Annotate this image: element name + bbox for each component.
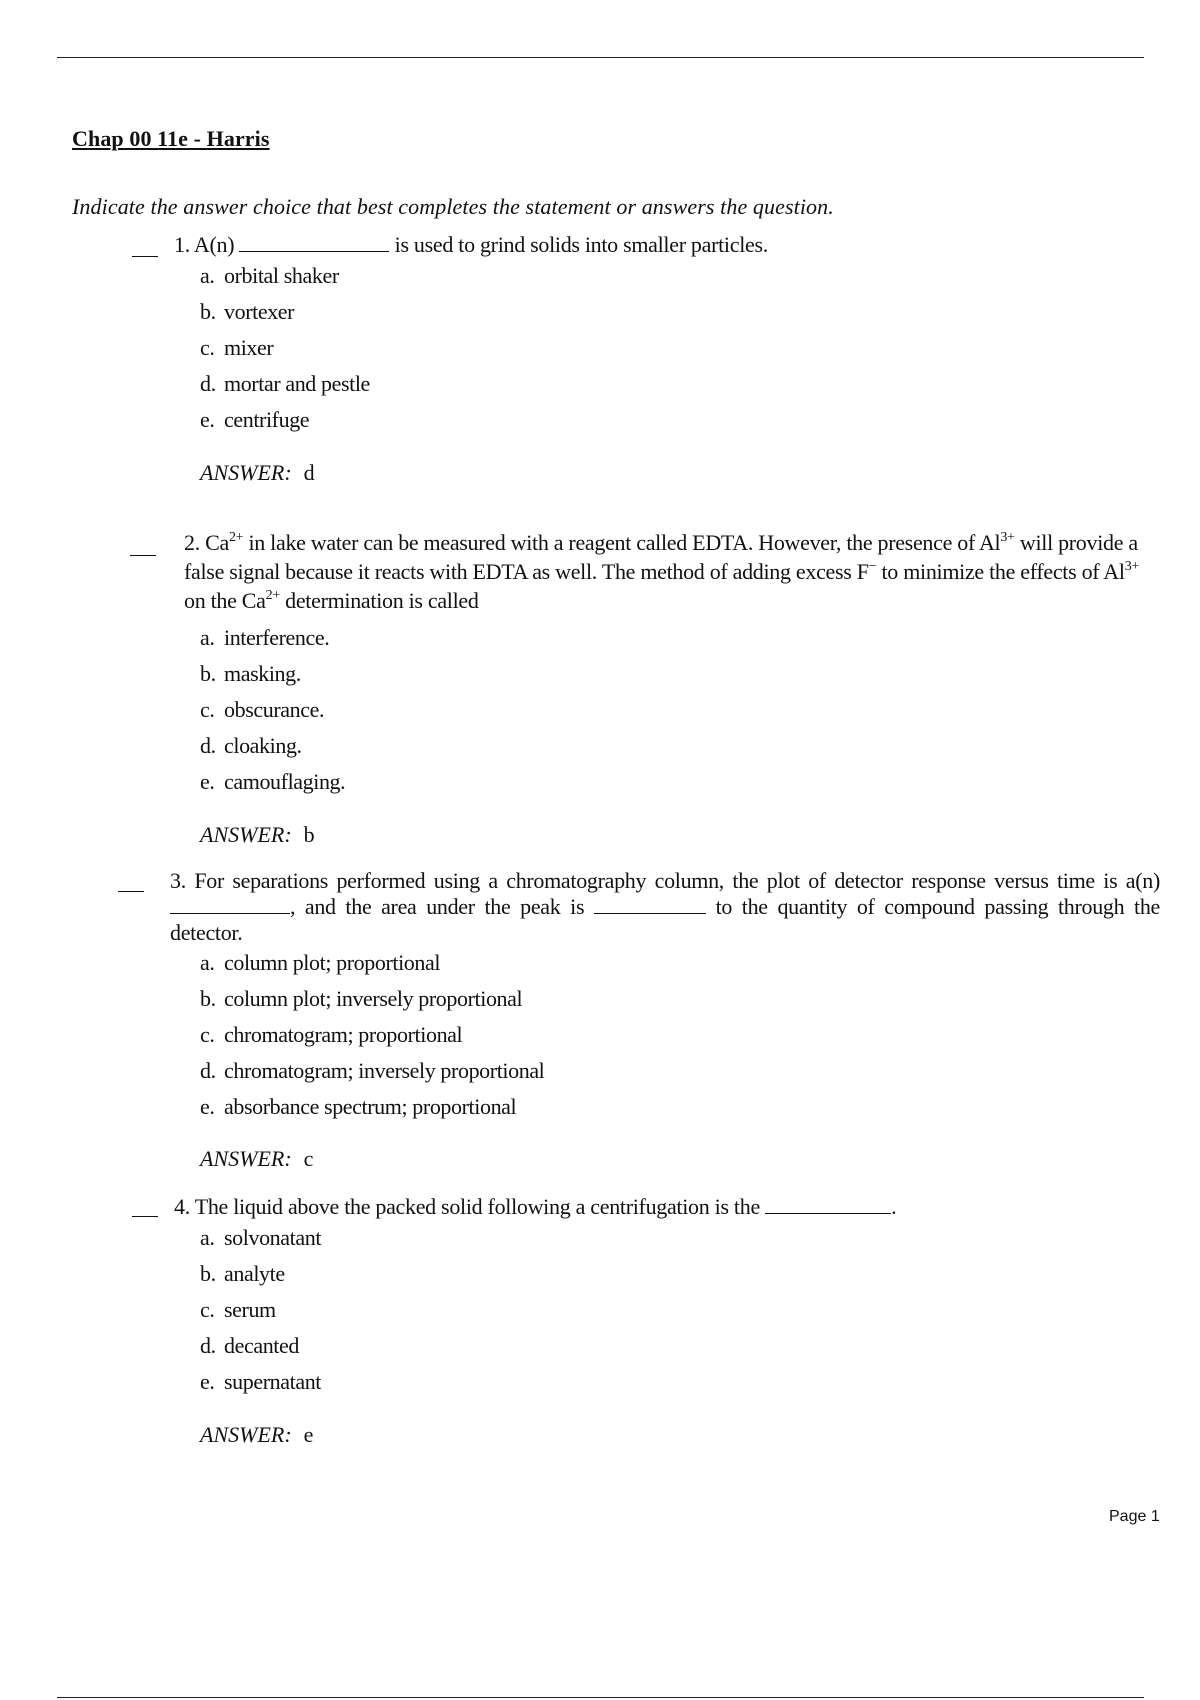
answer-blank[interactable]	[132, 256, 158, 257]
answer-value: e	[303, 1422, 314, 1447]
answer-value: c	[303, 1146, 314, 1171]
fill-blank	[239, 235, 389, 252]
page-number: Page 1	[1109, 1508, 1160, 1525]
option-c: c. chromatogram; proportional	[200, 1022, 463, 1047]
option-e: e. camouflaging.	[200, 769, 346, 794]
question-number: 4.	[174, 1194, 190, 1219]
top-rule	[57, 57, 1144, 58]
option-d: d. chromatogram; inversely proportional	[200, 1058, 545, 1083]
fill-blank	[765, 1197, 891, 1214]
question-number: 1.	[174, 232, 190, 257]
option-a: a. interference.	[200, 625, 330, 650]
option-e: e. absorbance spectrum; proportional	[200, 1094, 517, 1119]
option-c: c. serum	[200, 1297, 276, 1322]
option-a: a. column plot; proportional	[200, 950, 441, 975]
option-c: c. mixer	[200, 335, 274, 360]
option-e: e. supernatant	[200, 1369, 322, 1394]
answer-line: ANSWER: b	[200, 822, 315, 847]
option-c: c. obscurance.	[200, 697, 325, 722]
fill-blank-2	[594, 897, 706, 914]
option-a: a. orbital shaker	[200, 263, 339, 288]
answer-line: ANSWER: e	[200, 1422, 314, 1447]
answer-blank[interactable]	[130, 555, 156, 556]
answer-blank[interactable]	[132, 1216, 158, 1217]
document-title: Chap 00 11e - Harris	[72, 126, 270, 151]
option-d: d. decanted	[200, 1333, 299, 1358]
option-b: b. analyte	[200, 1261, 285, 1286]
question-stem: 2. $Ca^{2+}$ in lake water can be measured with a reagent called EDTA. However, the presence of $Al^{3+}$ will provide a false signal because it reacts with EDTA as well. The method of adding excess F− to minimize the effects of $Al^{3+}$ on the $Ca^{2+}$ determination is called	[184, 530, 1139, 613]
question-stem: 4. The liquid above the packed solid following a centrifugation is the .	[174, 1194, 897, 1219]
bottom-rule	[57, 1697, 1144, 1698]
option-b: b. vortexer	[200, 299, 295, 324]
answer-line: ANSWER: c	[200, 1146, 314, 1171]
option-d: d. mortar and pestle	[200, 371, 370, 396]
answer-line: ANSWER: d	[200, 460, 315, 485]
option-e: e. centrifuge	[200, 407, 310, 432]
instructions: Indicate the answer choice that best completes the statement or answers the question.	[72, 194, 834, 219]
answer-blank[interactable]	[118, 891, 144, 892]
option-d: d. cloaking.	[200, 733, 302, 758]
question-stem: 1. A(n) is used to grind solids into smaller particles.	[174, 232, 768, 257]
question-stem: 3. For separations performed using a chromatography column, the plot of detector response versus time is a(n) , and the area under the peak is to the quantity of compound passing through the detector.	[170, 868, 1160, 945]
option-b: b. column plot; inversely proportional	[200, 986, 523, 1011]
option-a: a. solvonatant	[200, 1225, 322, 1250]
option-b: b. masking.	[200, 661, 301, 686]
question-number: 2.	[184, 530, 200, 555]
fill-blank-1	[170, 897, 290, 914]
question-number: 3.	[170, 868, 186, 893]
answer-value: d	[303, 460, 315, 485]
answer-value: b	[303, 822, 315, 847]
